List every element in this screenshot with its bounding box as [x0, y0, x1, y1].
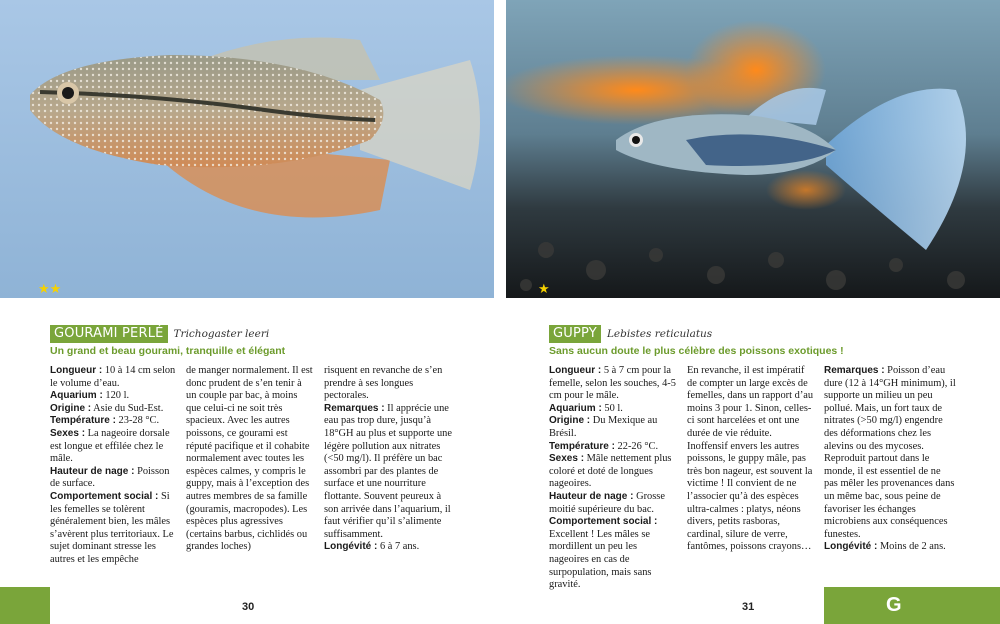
paragraph: Température : 22-26 °C. — [549, 440, 659, 452]
species-subtitle: Un grand et beau gourami, tranquille et élégant — [50, 345, 286, 357]
latin-name: Lebistes reticulatus — [606, 328, 713, 340]
paragraph: Hauteur de nage : Grosse moitié supérieure du bac. — [549, 490, 665, 515]
paragraph: Hauteur de nage : Poisson de surface. — [50, 465, 170, 490]
section-letter: G — [886, 594, 902, 616]
gourami-photo — [0, 0, 494, 298]
species-subtitle: Sans aucun doute le plus célèbre des poissons exotiques ! — [549, 345, 844, 357]
paragraph: Origine : Du Mexique au Brésil. — [549, 415, 658, 439]
paragraph: Longueur : 5 à 7 cm pour la femelle, selon les souches, 4-5 cm pour le mâle. — [549, 365, 676, 402]
paragraph: Comportement social : Si les femelles se tolèrent généralement bien, les mâles s’avèrent plus territoriaux. Le sujet dominant stresse les autres et les empêche — [50, 490, 174, 565]
right-page — [506, 0, 1000, 624]
difficulty-stars: ★★ — [38, 282, 62, 297]
latin-name: Trichogaster leeri — [173, 328, 270, 340]
paragraph: Comportement social : Excellent ! Les mâles se mordillent un peu les nageoires en cas de surpopulation, mais sans gravité. — [549, 516, 658, 591]
paragraph: Origine : Asie du Sud-Est. — [50, 402, 164, 414]
species-title-row — [50, 325, 269, 343]
paragraph: risquent en revanche de s’en prendre à ses longues pectorales. — [324, 365, 443, 402]
species-title-row — [549, 325, 712, 343]
section-tab — [824, 587, 1000, 624]
paragraph: Aquarium : 50 l. — [549, 402, 623, 414]
paragraph: Température : 23-28 °C. — [50, 415, 160, 427]
page-number: 30 — [242, 601, 255, 613]
paragraph: Sexes : La nageoire dorsale est longue et effilée chez le mâle. — [50, 427, 170, 465]
text-column-1 — [549, 365, 679, 592]
guppy-photo — [506, 0, 1000, 298]
species-name: GOURAMI PERLÉ — [50, 325, 168, 343]
paragraph: Remarques : Poisson d’eau dure (12 à 14°GH minimum), il supporte un milieu un peu pollué. Mais, un fort taux de nitrates (>50 mg/l) engendre des déformations chez les alevins ou des mycoses. Reproduit partout dans le monde, il est essentiel de ne pas mêler les provenances dans un même bac, sous peine de favoriser les échanges microbiens aux conséquences funestes. — [824, 365, 956, 540]
left-page — [0, 0, 494, 624]
left-edge-tab — [0, 587, 50, 624]
paragraph: Longévité : Moins de 2 ans. — [824, 541, 946, 553]
text-column-3 — [324, 365, 454, 554]
paragraph: de manger normalement. Il est donc prudent de s’en tenir à un couple par bac, à moins que celui-ci ne soit très spacieux. Avec les autres poissons, ce gourami est réputé pacifique et il cohabite normalement avec toutes les espèces calmes, y compris le guppy, mais à l’exception des autres membres de sa famille (gouramis, macropodes). Les espèces plus agressives (certains barbus, cichlidés ou grandes loches) — [186, 365, 313, 553]
paragraph: Longueur : 10 à 14 cm selon le volume d’eau. — [50, 365, 176, 389]
paragraph: En revanche, il est impératif de compter un large excès de femelles, dans un rapport d’au moins 3 pour 1. Sinon, celles-ci sont harcelées et ont une durée de vie réduite. Inoffensif envers les autres poissons, le guppy mâle, pas très bon nageur, est souvent la victime ! Il convient de ne l’associer qu’à des espèces ultra-calmes : platys, néons divers, petits rasboras, cardinal, silure de verre, fantômes, poissons crayons… — [687, 365, 814, 553]
species-name: GUPPY — [549, 325, 601, 343]
text-column-1 — [50, 365, 178, 567]
text-column-2 — [687, 365, 815, 554]
difficulty-stars: ★ — [538, 282, 550, 297]
page-number: 31 — [742, 601, 755, 613]
text-column-2 — [186, 365, 314, 554]
text-column-3 — [824, 365, 956, 554]
paragraph: Sexes : Mâle nettement plus coloré et doté de longues nageoires. — [549, 453, 672, 490]
paragraph: Remarques : Il apprécie une eau pas trop dure, jusqu’à 18°GH au plus et supporte une légère pollution aux nitrates (<50 mg/l). Il préfère un bac assombri par des plantes de surface et une nourriture flottante. Souvent peureux à son arrivée dans l’aquarium, il faut vérifier qu’il s’alimente suffisamment. — [324, 402, 452, 540]
paragraph: Aquarium : 120 l. — [50, 390, 130, 402]
paragraph: Longévité : 6 à 7 ans. — [324, 541, 420, 553]
